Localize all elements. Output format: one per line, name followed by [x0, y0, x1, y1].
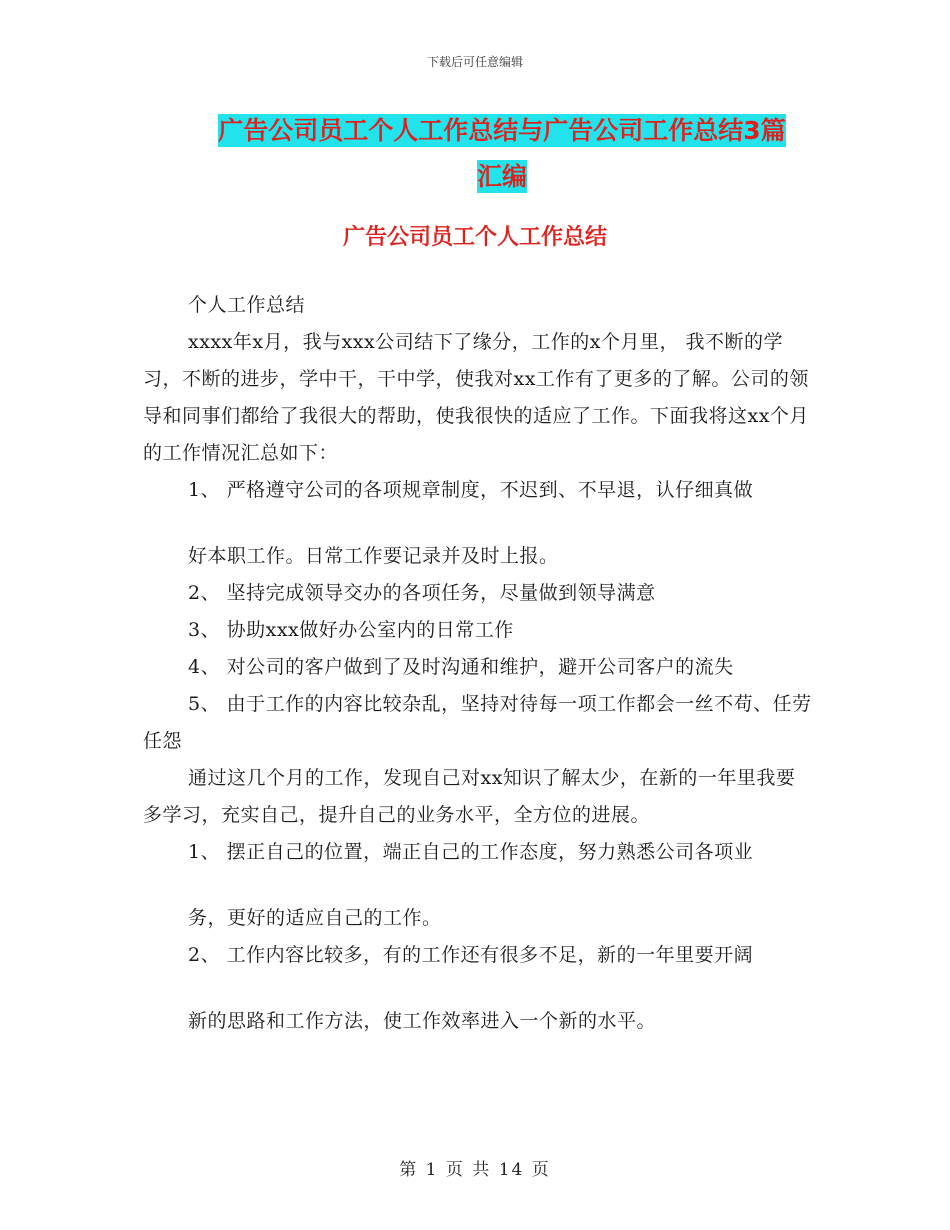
paragraph: 个人工作总结	[188, 294, 306, 316]
paragraph: xxxx年x月，我与xxx公司结下了缘分，工作的x个月里， 我不断的学习，不断的进步，学中干，干中学，使我对xx工作有了更多的了解。公司的领导和同事们都给了我很大的帮助，使我很快的适应了工作。下面我将这xx个月的工作情况汇总如下：	[143, 331, 809, 464]
paragraph: 通过这几个月的工作，发现自己对xx知识了解太少，在新的一年里我要多学习，充实自己，提升自己的业务水平，全方位的进展。	[143, 767, 796, 826]
paragraph: 2、 工作内容比较多，有的工作还有很多不足，新的一年里要开阔	[188, 944, 754, 966]
paragraph: 新的思路和工作方法，使工作效率进入一个新的水平。	[188, 1010, 657, 1032]
section-title: 广告公司员工个人工作总结	[342, 225, 607, 250]
paragraph: 5、 由于工作的内容比较杂乱，坚持对待每一项工作都会一丝不苟、任劳任怨	[143, 693, 812, 752]
page-footer: 第 1 页 共 14 页	[399, 1160, 551, 1180]
document-title-line-2: 汇编	[476, 162, 527, 191]
paragraph: 2、 坚持完成领导交办的各项任务，尽量做到领导满意	[188, 582, 656, 604]
document-title-line-1: 广告公司员工个人工作总结与广告公司工作总结3篇	[218, 116, 786, 145]
document-title	[196, 108, 808, 200]
paragraph: 1、 严格遵守公司的各项规章制度，不迟到、不早退，认仔细真做	[188, 479, 754, 501]
paragraph: 3、 协助xxx做好办公室内的日常工作	[188, 619, 514, 641]
paragraph: 4、 对公司的客户做到了及时沟通和维护，避开公司客户的流失	[188, 656, 734, 678]
paragraph: 好本职工作。日常工作要记录并及时上报。	[188, 545, 559, 567]
header-note: 下载后可任意编辑	[426, 55, 523, 69]
body-text	[143, 287, 813, 1040]
paragraph: 务，更好的适应自己的工作。	[188, 907, 442, 929]
paragraph: 1、 摆正自己的位置，端正自己的工作态度，努力熟悉公司各项业	[188, 841, 754, 863]
